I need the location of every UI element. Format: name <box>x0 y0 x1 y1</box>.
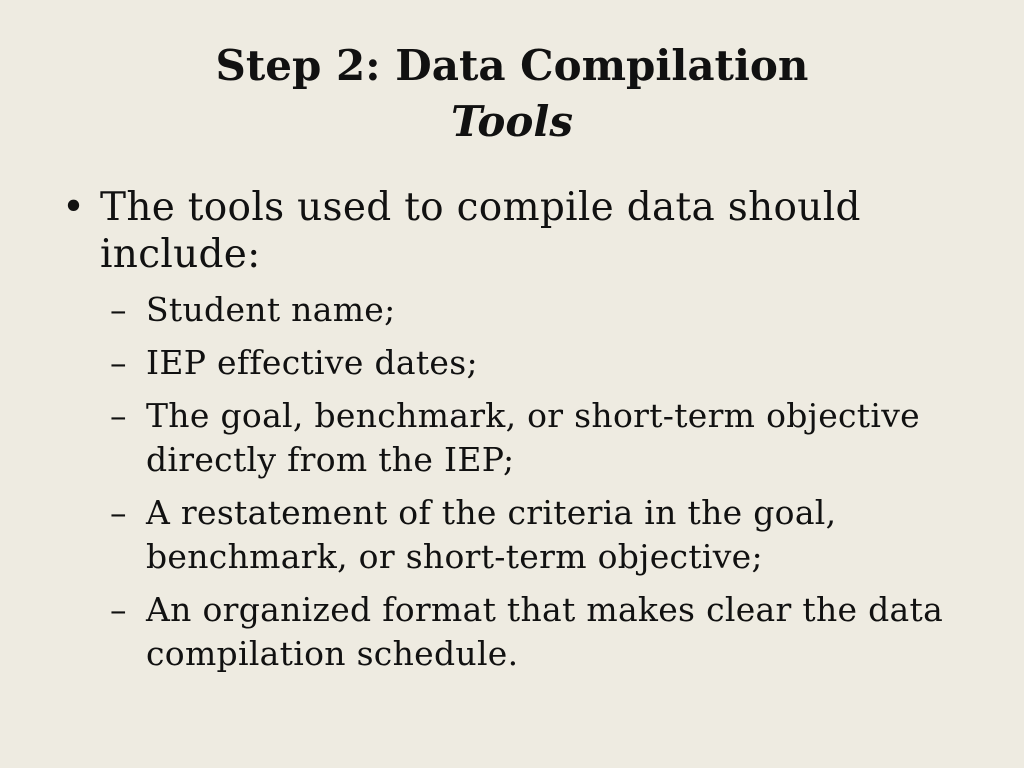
title-line-1: Step 2: Data Compilation <box>215 41 809 90</box>
slide-title <box>0 38 1024 150</box>
sub-bullet-item <box>110 588 970 676</box>
main-bullet-text: The tools used to compile data should include: <box>100 185 861 277</box>
dash-marker: – <box>110 493 127 532</box>
sub-bullet-item <box>110 288 970 332</box>
main-bullet <box>60 184 970 278</box>
sub-bullet-item <box>110 341 970 385</box>
dash-marker: – <box>110 396 127 435</box>
sub-bullet-list <box>60 288 970 676</box>
sub-bullet-text: Student name; <box>146 290 396 329</box>
sub-bullet-item <box>110 491 970 579</box>
dash-marker: – <box>110 590 127 629</box>
dash-marker: – <box>110 290 127 329</box>
sub-bullet-text: An organized format that makes clear the data compilation schedule. <box>146 590 944 673</box>
title-line-2: Tools <box>450 97 574 146</box>
dash-marker: – <box>110 343 127 382</box>
sub-bullet-item <box>110 394 970 482</box>
sub-bullet-text: The goal, benchmark, or short-term objective directly from the IEP; <box>146 396 920 479</box>
sub-bullet-text: IEP effective dates; <box>146 343 478 382</box>
sub-bullet-text: A restatement of the criteria in the goal, benchmark, or short-term objective; <box>146 493 837 576</box>
bullet-marker: • <box>62 185 86 230</box>
slide-body <box>60 184 970 685</box>
